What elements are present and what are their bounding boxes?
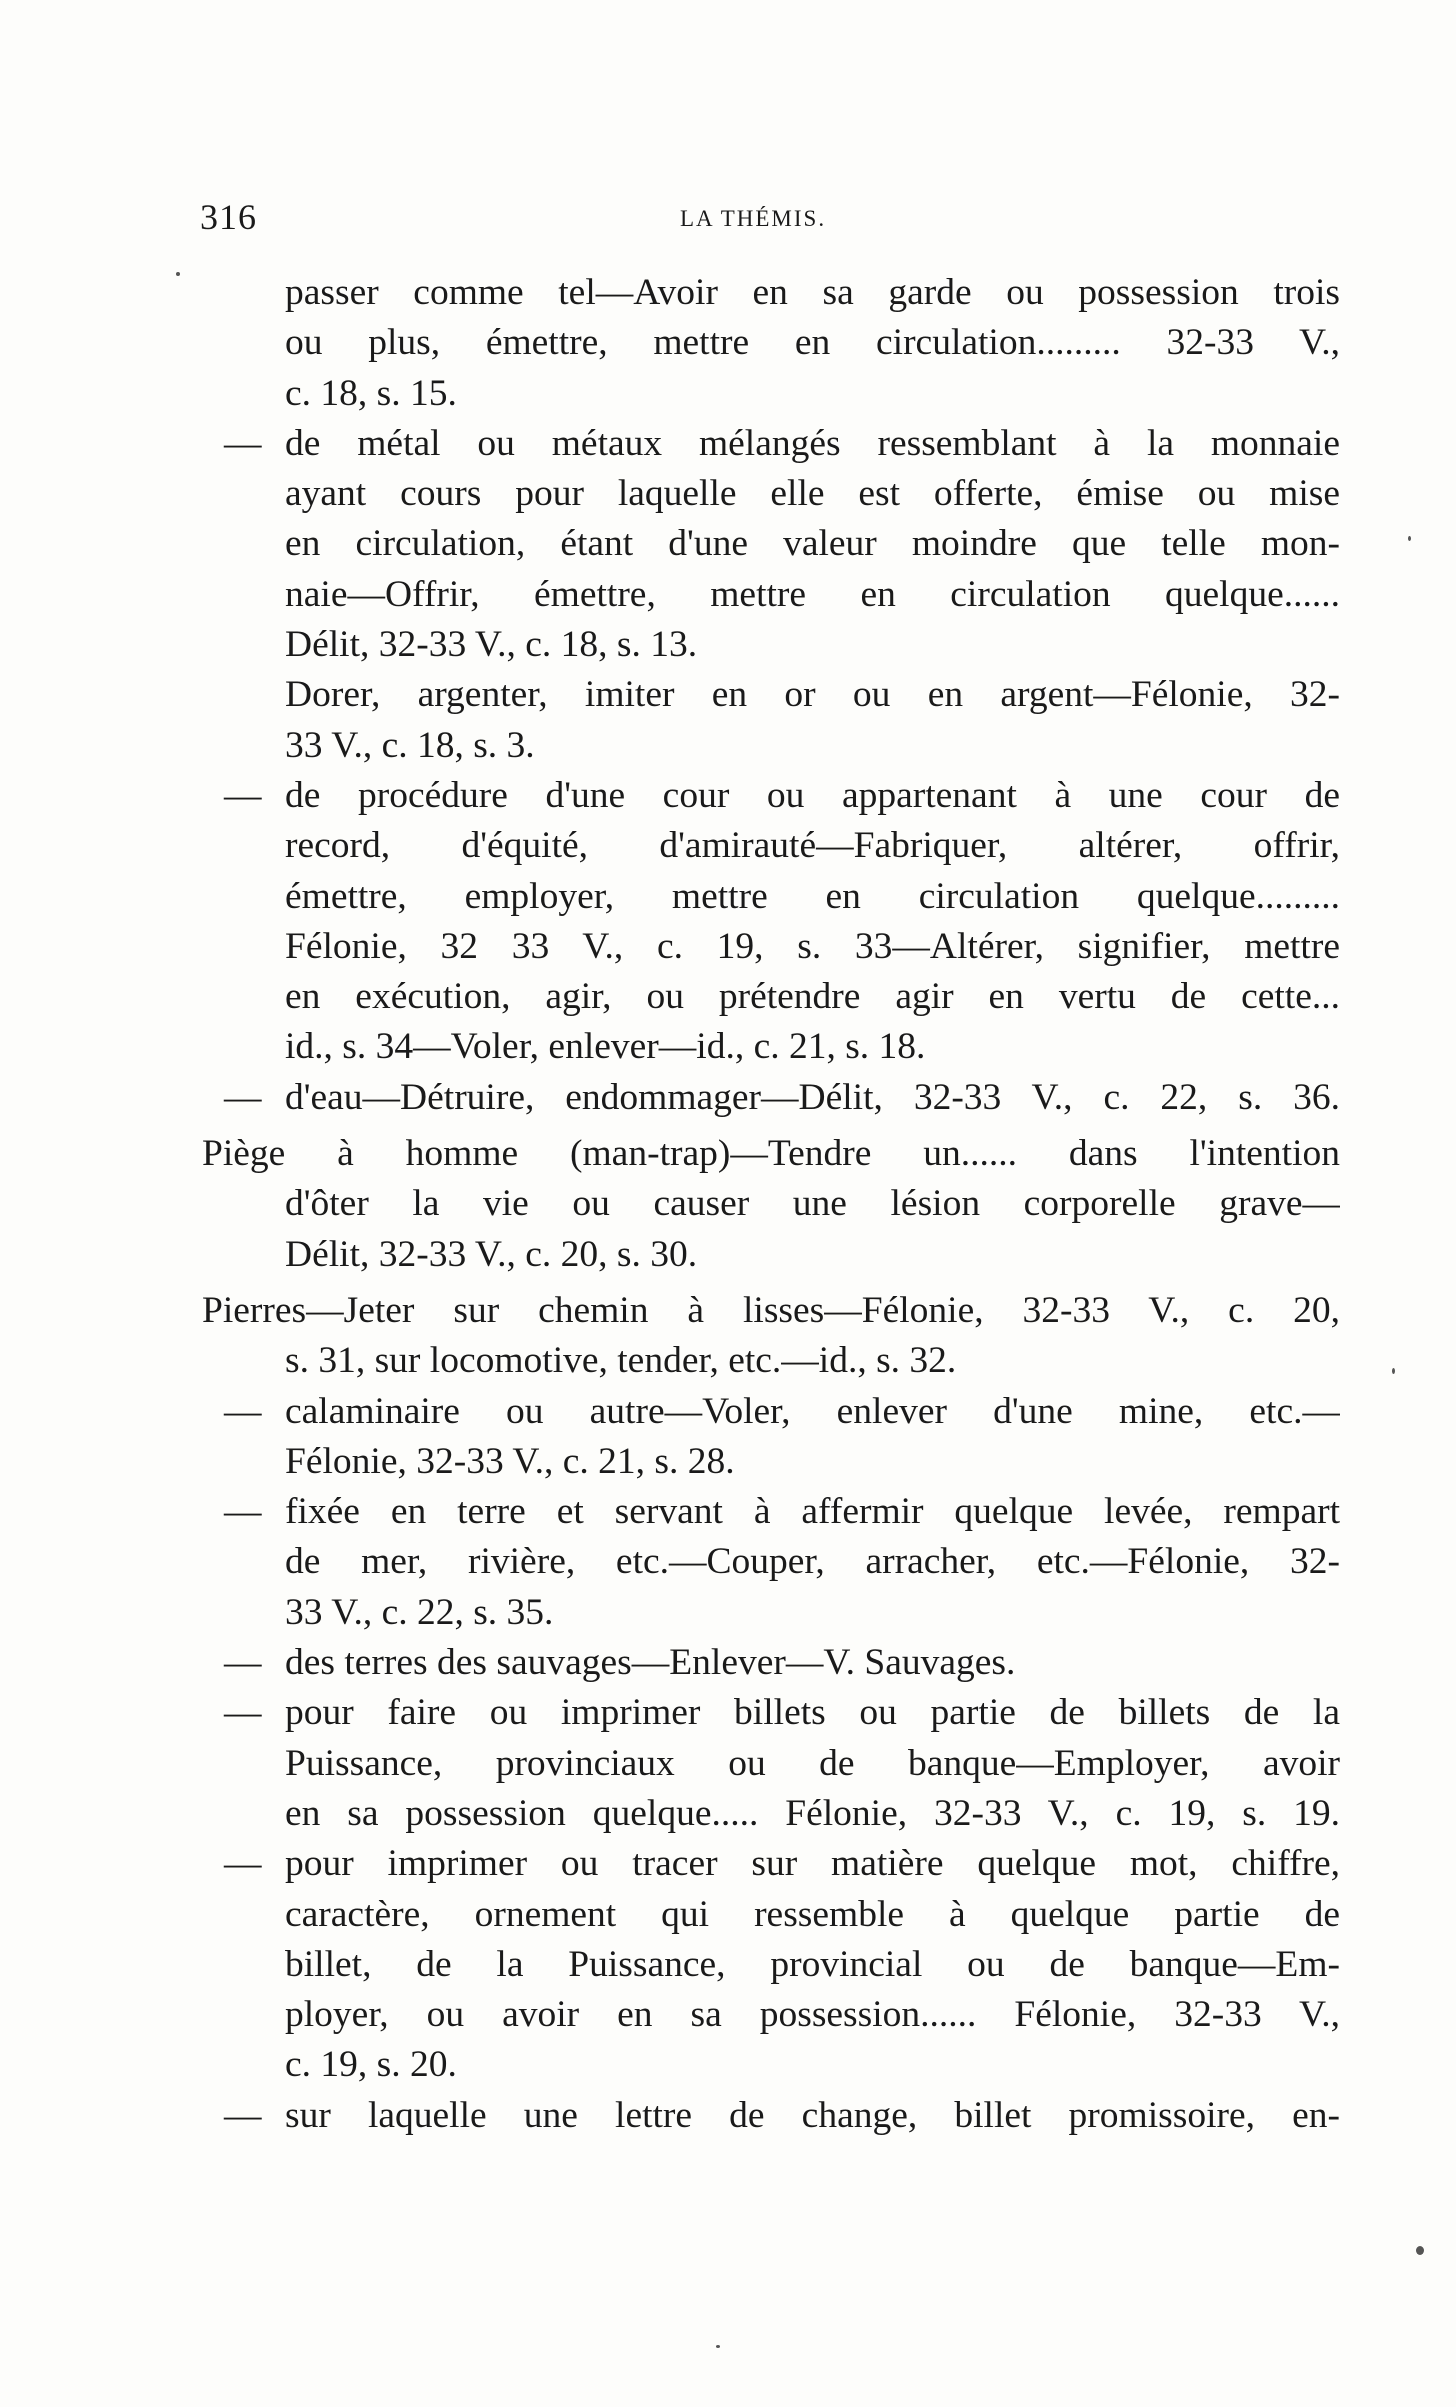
line-text: Félonie, 32 33 V., c. 19, s. 33—Altérer, signifier, mettre bbox=[285, 925, 1340, 967]
index-continuation-line bbox=[202, 821, 1340, 871]
index-entry-heading-line bbox=[202, 1129, 1340, 1179]
index-continuation-line bbox=[202, 1336, 1340, 1386]
line-text: naie—Offrir, émettre, mettre en circulation quelque...... bbox=[285, 573, 1340, 615]
page-header bbox=[200, 196, 1340, 246]
line-text: ayant cours pour laquelle elle est offerte, émise ou mise bbox=[285, 473, 1340, 515]
index-subentry-line bbox=[202, 1487, 1340, 1537]
line-text: émettre, employer, mettre en circulation quelque......... bbox=[285, 875, 1340, 917]
line-text: de procédure d'une cour ou appartenant à une cour de bbox=[285, 774, 1340, 816]
line-text: caractère, ornement qui ressemble à quelque partie de bbox=[285, 1893, 1340, 1935]
index-subentry-line bbox=[202, 1387, 1340, 1437]
repeat-dash: — bbox=[224, 774, 262, 816]
scan-speck bbox=[176, 272, 180, 276]
line-text: Piège à homme (man-trap)—Tendre un...... dans l'intention bbox=[202, 1133, 1340, 1175]
repeat-dash: — bbox=[224, 422, 262, 464]
line-text: fixée en terre et servant à affermir quelque levée, rempart bbox=[285, 1491, 1340, 1533]
repeat-dash: — bbox=[224, 1390, 262, 1432]
index-continuation-line bbox=[202, 469, 1340, 519]
line-text: en circulation, étant d'une valeur moindre que telle mon- bbox=[285, 523, 1340, 565]
index-subentry-line bbox=[202, 1688, 1340, 1738]
index-continuation-line bbox=[202, 1990, 1340, 2040]
line-text: Pierres—Jeter sur chemin à lisses—Félonie, 32-33 V., c. 20, bbox=[202, 1289, 1340, 1331]
line-text: ou plus, émettre, mettre en circulation......... 32-33 V., bbox=[285, 322, 1340, 364]
index-continuation-line bbox=[202, 1789, 1340, 1839]
index-subentry-line bbox=[202, 1839, 1340, 1889]
index-continuation-line bbox=[202, 570, 1340, 620]
line-text: en exécution, agir, ou prétendre agir en vertu de cette... bbox=[285, 976, 1340, 1018]
line-text: s. 31, sur locomotive, tender, etc.—id., s. 32. bbox=[285, 1340, 957, 1382]
index-continuation-line bbox=[202, 1890, 1340, 1940]
line-text: passer comme tel—Avoir en sa garde ou possession trois bbox=[285, 272, 1340, 313]
index-continuation-line bbox=[202, 1739, 1340, 1789]
line-text: en sa possession quelque..... Félonie, 32-33 V., c. 19, s. 19. bbox=[285, 1792, 1340, 1834]
index-text-body bbox=[202, 268, 1340, 2141]
scan-speck bbox=[716, 2345, 720, 2348]
line-text: Dorer, argenter, imiter en or ou en argent—Félonie, 32- bbox=[285, 674, 1340, 716]
line-text: billet, de la Puissance, provincial ou de banque—Em- bbox=[285, 1943, 1340, 1985]
line-text: 33 V., c. 22, s. 35. bbox=[285, 1591, 554, 1633]
line-text: de métal ou métaux mélangés ressemblant à la monnaie bbox=[285, 422, 1340, 464]
line-text: de mer, rivière, etc.—Couper, arracher, etc.—Félonie, 32- bbox=[285, 1541, 1340, 1583]
repeat-dash: — bbox=[224, 2094, 262, 2136]
line-text: ployer, ou avoir en sa possession...... Félonie, 32-33 V., bbox=[285, 1994, 1340, 2036]
index-continuation-line bbox=[202, 972, 1340, 1022]
repeat-dash: — bbox=[224, 1491, 262, 1533]
line-text: des terres des sauvages—Enlever—V. Sauvages. bbox=[285, 1642, 1016, 1684]
line-text: id., s. 34—Voler, enlever—id., c. 21, s. 18. bbox=[285, 1026, 926, 1068]
line-text: pour faire ou imprimer billets ou partie de billets de la bbox=[285, 1692, 1340, 1734]
index-entry-heading-line bbox=[202, 1286, 1340, 1336]
line-text: Puissance, provinciaux ou de banque—Employer, avoir bbox=[285, 1742, 1340, 1784]
line-text: c. 18, s. 15. bbox=[285, 372, 457, 414]
index-continuation-line bbox=[202, 519, 1340, 569]
index-continuation-line bbox=[202, 922, 1340, 972]
index-continuation-line bbox=[202, 872, 1340, 922]
scan-speck bbox=[1408, 536, 1411, 541]
scan-speck bbox=[1392, 1368, 1395, 1374]
line-text: pour imprimer ou tracer sur matière quelque mot, chiffre, bbox=[285, 1843, 1340, 1885]
line-text: calaminaire ou autre—Voler, enlever d'une mine, etc.— bbox=[285, 1390, 1340, 1432]
line-text: d'ôter la vie ou causer une lésion corporelle grave— bbox=[285, 1183, 1340, 1225]
index-continuation-line bbox=[202, 268, 1340, 318]
line-text: sur laquelle une lettre de change, billet promissoire, en- bbox=[285, 2094, 1340, 2136]
index-continuation-line bbox=[202, 1230, 1340, 1280]
index-continuation-line bbox=[202, 1537, 1340, 1587]
repeat-dash: — bbox=[224, 1076, 262, 1118]
line-text: Félonie, 32-33 V., c. 21, s. 28. bbox=[285, 1440, 735, 1482]
index-subentry-line bbox=[202, 771, 1340, 821]
scan-speck bbox=[1416, 2246, 1424, 2255]
line-text: Délit, 32-33 V., c. 20, s. 30. bbox=[285, 1233, 698, 1275]
line-text: Délit, 32-33 V., c. 18, s. 13. bbox=[285, 624, 698, 666]
line-text: d'eau—Détruire, endommager—Délit, 32-33 V., c. 22, s. 36. bbox=[285, 1076, 1340, 1118]
index-subentry-line bbox=[202, 2091, 1340, 2141]
line-text: c. 19, s. 20. bbox=[285, 2044, 457, 2086]
index-continuation-line bbox=[202, 369, 1340, 419]
page-number: 316 bbox=[200, 197, 257, 237]
index-continuation-line bbox=[202, 1588, 1340, 1638]
index-continuation-line bbox=[202, 318, 1340, 368]
running-title: LA THÉMIS. bbox=[680, 206, 827, 231]
line-text: record, d'équité, d'amirauté—Fabriquer, altérer, offrir, bbox=[285, 825, 1340, 867]
index-continuation-line bbox=[202, 1022, 1340, 1072]
index-continuation-line bbox=[202, 1437, 1340, 1487]
repeat-dash: — bbox=[224, 1642, 262, 1684]
index-continuation-line bbox=[202, 620, 1340, 670]
index-subentry-line bbox=[202, 1073, 1340, 1123]
index-continuation-line bbox=[202, 1179, 1340, 1229]
index-subentry-line bbox=[202, 1638, 1340, 1688]
index-continuation-line bbox=[202, 2040, 1340, 2090]
index-continuation-line bbox=[202, 670, 1340, 720]
repeat-dash: — bbox=[224, 1692, 262, 1734]
line-text: 33 V., c. 18, s. 3. bbox=[285, 724, 535, 766]
index-continuation-line bbox=[202, 1940, 1340, 1990]
repeat-dash: — bbox=[224, 1843, 262, 1885]
index-subentry-line bbox=[202, 419, 1340, 469]
index-continuation-line bbox=[202, 721, 1340, 771]
